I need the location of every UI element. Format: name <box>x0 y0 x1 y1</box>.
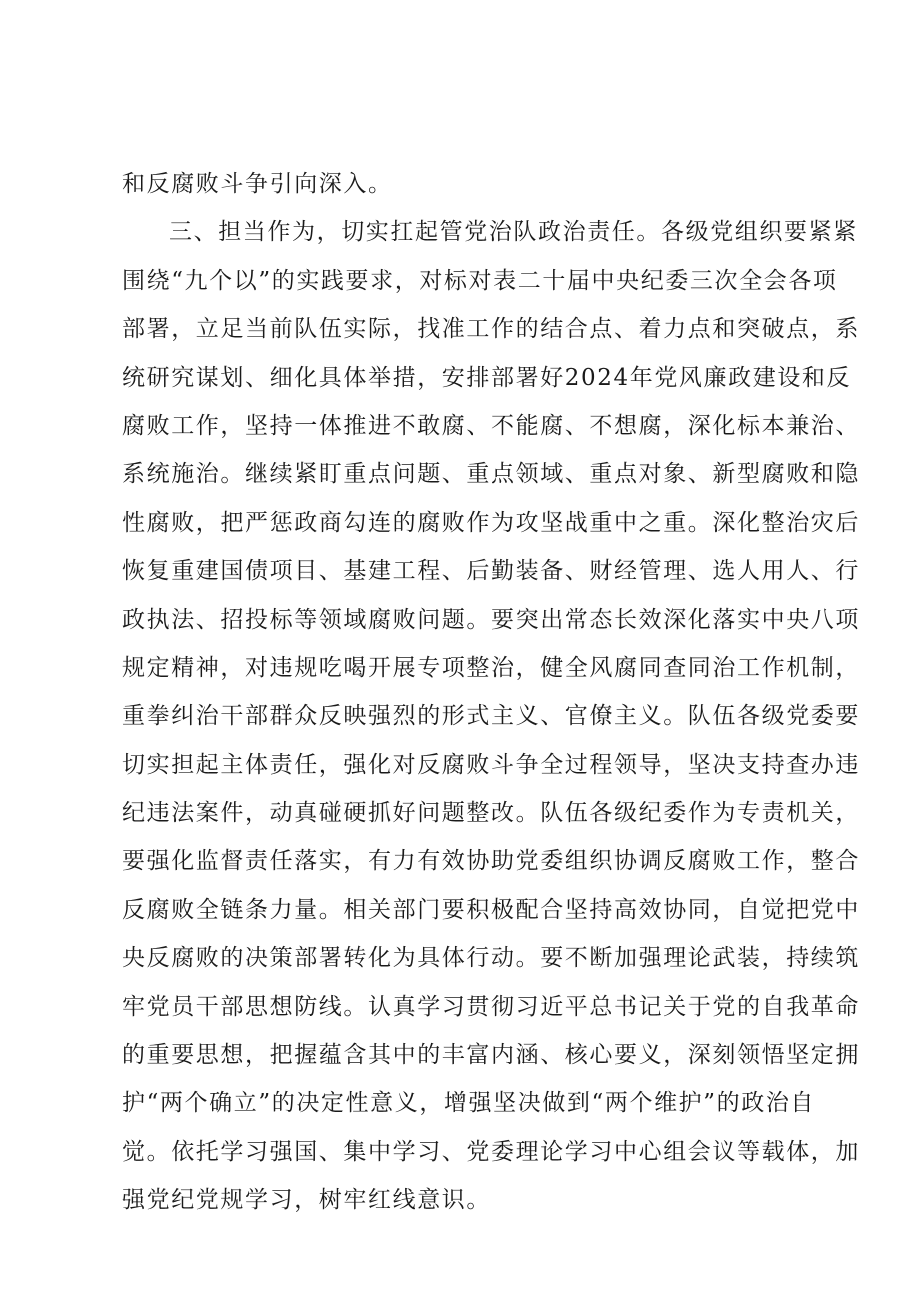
text-line: 反腐败全链条力量。相关部门要积极配合坚持高效协同，自觉把党中 <box>122 896 860 923</box>
text-line: 护“两个确立”的决定性意义，增强坚决做到“两个维护”的政治自 <box>122 1090 816 1117</box>
text-line: 觉。依托学习强国、集中学习、党委理论学习中心组会议等载体，加 <box>122 1138 860 1165</box>
text-line: 纪违法案件，动真碰硬抓好问题整改。队伍各级纪委作为专责机关， <box>122 800 860 827</box>
text-line: 腐败工作，坚持一体推进不敢腐、不能腐、不想腐，深化标本兼治、 <box>122 412 860 439</box>
text-line: 和反腐败斗争引向深入。 <box>122 171 393 197</box>
text-line: 部署，立足当前队伍实际，找准工作的结合点、着力点和突破点，系 <box>122 316 860 343</box>
text-line: 切实担起主体责任，强化对反腐败斗争全过程领导，坚决支持查办违 <box>122 751 860 778</box>
text-line: 性腐败，把严惩政商勾连的腐败作为攻坚战重中之重。深化整治灾后 <box>122 509 860 536</box>
text-line: 统研究谋划、细化具体举措，安排部署好2024年党风廉政建设和反 <box>122 364 852 391</box>
text-line: 规定精神，对违规吃喝开展专项整治，健全风腐同查同治工作机制， <box>122 654 860 681</box>
text-line: 政执法、招投标等领域腐败问题。要突出常态长效深化落实中央八项 <box>122 606 860 633</box>
text-line: 要强化监督责任落实，有力有效协助党委组织协调反腐败工作，整合 <box>122 848 860 875</box>
text-line: 牢党员干部思想防线。认真学习贯彻习近平总书记关于党的自我革命 <box>122 993 860 1020</box>
text-line-paragraph-end: 强党纪党规学习，树牢红线意识。 <box>122 1187 491 1214</box>
text-line: 央反腐败的决策部署转化为具体行动。要不断加强理论武装，持续筑 <box>122 945 860 972</box>
body-text <box>122 160 860 1225</box>
text-line: 的重要思想，把握蕴含其中的丰富内涵、核心要义，深刻领悟坚定拥 <box>122 1042 860 1069</box>
text-line-paragraph-start: 三、担当作为，切实扛起管党治队政治责任。各级党组织要紧紧 <box>169 219 858 246</box>
text-line: 恢复重建国债项目、基建工程、后勤装备、财经管理、选人用人、行 <box>122 558 860 585</box>
text-line: 围绕“九个以”的实践要求，对标对表二十届中央纪委三次全会各项 <box>122 267 838 294</box>
text-line: 系统施治。继续紧盯重点问题、重点领域、重点对象、新型腐败和隐 <box>122 461 860 488</box>
text-line: 重拳纠治干部群众反映强烈的形式主义、官僚主义。队伍各级党委要 <box>122 703 860 730</box>
